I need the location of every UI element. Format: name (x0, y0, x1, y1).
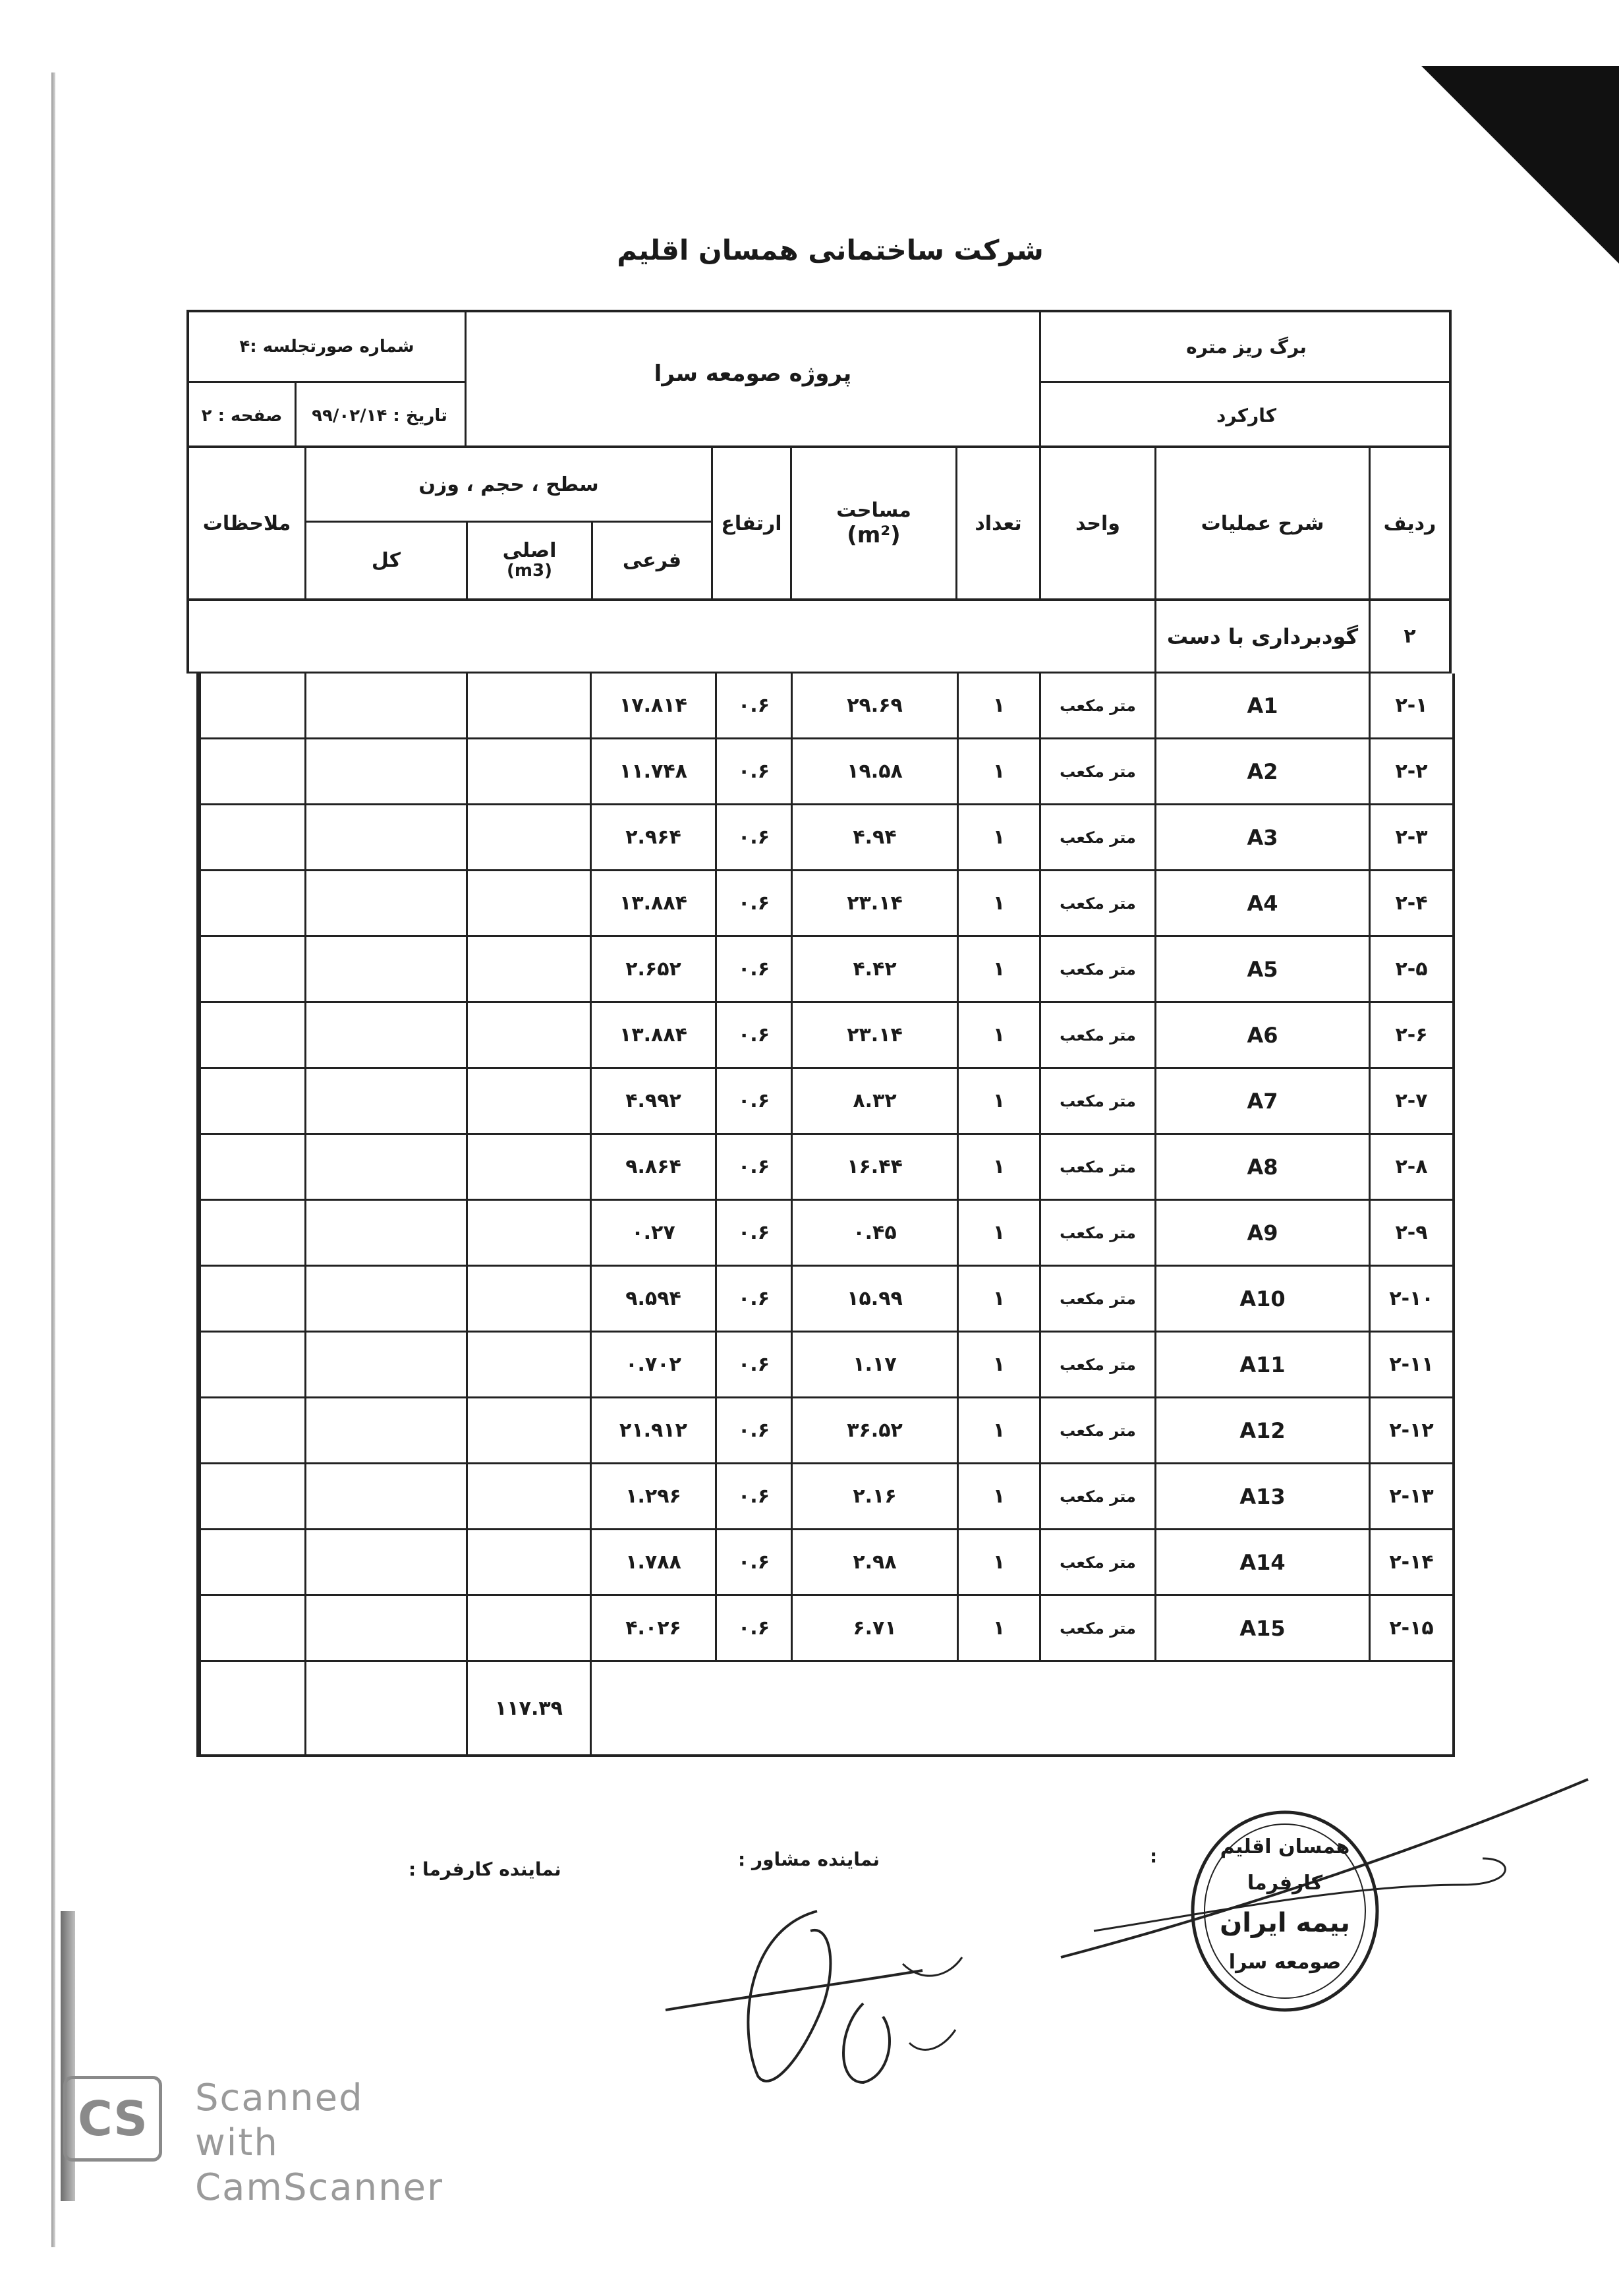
notes-cell (199, 1135, 304, 1199)
total-cell (304, 1135, 466, 1199)
main-cell (466, 1596, 590, 1660)
height-cell: ۰.۶ (715, 1464, 791, 1528)
stamp-line1: همسان اقلیم (1220, 1835, 1350, 1858)
page-number: صفحه : ۲ (201, 405, 283, 426)
table-row (199, 739, 1452, 805)
total-cell (304, 1530, 466, 1594)
header-row-number: ردیف (1383, 511, 1436, 535)
header-area-label: مساحت (836, 498, 911, 522)
total-total-cell (304, 1662, 466, 1754)
total-cell (304, 937, 466, 1001)
count-cell: ۱ (957, 871, 1039, 935)
company-title: شرکت ساختمانی همسان اقلیم (617, 234, 1044, 266)
unit-cell: متر مکعب (1039, 805, 1154, 869)
sub-cell: ۰.۷۰۲ (590, 1333, 715, 1396)
notes-cell (199, 871, 304, 935)
count-cell: ۱ (957, 1530, 1039, 1594)
table-row (199, 1135, 1452, 1201)
total-cell (304, 871, 466, 935)
area-cell: ۲.۱۶ (791, 1464, 957, 1528)
header-main (468, 523, 591, 598)
height-cell: ۰.۶ (715, 1267, 791, 1331)
notes-cell (199, 739, 304, 803)
count-cell: ۱ (957, 1398, 1039, 1462)
description-cell: A14 (1154, 1530, 1369, 1594)
area-cell: ۲۹.۶۹ (791, 674, 957, 737)
employer-rep-label: نماینده کارفرما : (409, 1858, 561, 1880)
camscanner-logo: CS (63, 2076, 162, 2162)
notes-cell (199, 1069, 304, 1133)
sub-cell: ۲.۹۶۴ (590, 805, 715, 869)
row-number-cell: ۲-۱۲ (1369, 1398, 1452, 1462)
table-row (199, 1398, 1452, 1464)
total-cell (304, 1464, 466, 1528)
table-row (199, 937, 1452, 1003)
sub-cell: ۹.۸۶۴ (590, 1135, 715, 1199)
header-main-label: اصلی (502, 538, 557, 562)
height-cell: ۰.۶ (715, 1003, 791, 1067)
height-cell: ۰.۶ (715, 1596, 791, 1660)
camscanner-watermark (63, 2076, 459, 2209)
main-cell (466, 674, 590, 737)
height-cell: ۰.۶ (715, 1135, 791, 1199)
table-row (199, 1201, 1452, 1267)
area-cell: ۴.۴۲ (791, 937, 957, 1001)
row-number-cell: ۲-۵ (1369, 937, 1452, 1001)
height-cell: ۰.۶ (715, 1398, 791, 1462)
count-cell: ۱ (957, 674, 1039, 737)
sub-cell: ۱.۲۹۶ (590, 1464, 715, 1528)
area-cell: ۱۹.۵۸ (791, 739, 957, 803)
description-cell: A6 (1154, 1003, 1369, 1067)
count-cell: ۱ (957, 1333, 1039, 1396)
notes-cell (199, 1596, 304, 1660)
project-name: پروژه صومعه سرا (654, 360, 852, 387)
camscanner-line2: CamScanner (195, 2166, 444, 2209)
height-cell: ۰.۶ (715, 805, 791, 869)
unit-cell: متر مکعب (1039, 1069, 1154, 1133)
total-notes-cell (199, 1662, 304, 1754)
description-cell: A11 (1154, 1333, 1369, 1396)
sheet-subtype: کارکرد (1216, 405, 1276, 426)
row-number-cell: ۲-۱۵ (1369, 1596, 1452, 1660)
unit-cell: متر مکعب (1039, 1267, 1154, 1331)
main-cell (466, 1333, 590, 1396)
section-number: ۲ (1404, 625, 1416, 648)
area-cell: ۰.۴۵ (791, 1201, 957, 1265)
table-row (199, 674, 1452, 739)
unit-cell: متر مکعب (1039, 1201, 1154, 1265)
area-cell: ۲۳.۱۴ (791, 871, 957, 935)
header-height: ارتفاع (721, 511, 782, 535)
description-cell: A13 (1154, 1464, 1369, 1528)
sub-cell: ۹.۵۹۴ (590, 1267, 715, 1331)
height-cell: ۰.۶ (715, 871, 791, 935)
description-cell: A7 (1154, 1069, 1369, 1133)
total-cell (304, 1069, 466, 1133)
header-unit: واحد (1075, 511, 1120, 535)
height-cell: ۰.۶ (715, 937, 791, 1001)
description-cell: A10 (1154, 1267, 1369, 1331)
row-number-cell: ۲-۴ (1369, 871, 1452, 935)
header-notes: ملاحظات (202, 511, 291, 535)
table-row (199, 1596, 1452, 1662)
total-row (199, 1662, 1452, 1754)
area-cell: ۳۶.۵۲ (791, 1398, 957, 1462)
quantity-table (196, 674, 1455, 1757)
main-cell (466, 1464, 590, 1528)
stamp-line3: بیمه ایران (1220, 1908, 1350, 1938)
height-cell: ۰.۶ (715, 1201, 791, 1265)
total-empty-cell (590, 1662, 1452, 1754)
main-cell (466, 1267, 590, 1331)
notes-cell (199, 674, 304, 737)
height-cell: ۰.۶ (715, 1069, 791, 1133)
main-cell (466, 1201, 590, 1265)
count-cell: ۱ (957, 1201, 1039, 1265)
camscanner-line1: Scanned with (195, 2077, 364, 2164)
sub-cell: ۲.۶۵۲ (590, 937, 715, 1001)
sub-cell: ۰.۲۷ (590, 1201, 715, 1265)
document-date: تاریخ : ۹۹/۰۲/۱۴ (312, 405, 447, 426)
stamp-line2: کارفرما (1247, 1872, 1323, 1895)
column-headers (186, 448, 1452, 601)
count-cell: ۱ (957, 739, 1039, 803)
scan-corner-shadow (1421, 66, 1619, 264)
notes-cell (199, 937, 304, 1001)
table-row (199, 1333, 1452, 1398)
sub-cell: ۱۷.۸۱۴ (590, 674, 715, 737)
count-cell: ۱ (957, 937, 1039, 1001)
row-number-cell: ۲-۸ (1369, 1135, 1452, 1199)
notes-cell (199, 1530, 304, 1594)
main-cell (466, 937, 590, 1001)
sub-cell: ۱۳.۸۸۴ (590, 1003, 715, 1067)
sheet-type: برگ ریز متره (1186, 335, 1307, 358)
description-cell: A8 (1154, 1135, 1369, 1199)
session-number: شماره صورتجلسه :۴ (239, 337, 414, 357)
count-cell: ۱ (957, 1464, 1039, 1528)
unit-cell: متر مکعب (1039, 1530, 1154, 1594)
row-number-cell: ۲-۶ (1369, 1003, 1452, 1067)
area-cell: ۲۳.۱۴ (791, 1003, 957, 1067)
consultant-signature (646, 1885, 1015, 2102)
header-sub: فرعی (622, 549, 682, 572)
unit-cell: متر مکعب (1039, 1596, 1154, 1660)
unit-cell: متر مکعب (1039, 1333, 1154, 1396)
area-cell: ۴.۹۴ (791, 805, 957, 869)
unit-cell: متر مکعب (1039, 871, 1154, 935)
row-number-cell: ۲-۱۱ (1369, 1333, 1452, 1396)
row-number-cell: ۲-۷ (1369, 1069, 1452, 1133)
notes-cell (199, 1003, 304, 1067)
sub-cell: ۱۱.۷۴۸ (590, 739, 715, 803)
notes-cell (199, 1267, 304, 1331)
camscanner-text (195, 2076, 459, 2210)
table-row (199, 1464, 1452, 1530)
header-main-unit: (m3) (507, 560, 552, 581)
area-cell: ۸.۳۲ (791, 1069, 957, 1133)
total-cell (304, 739, 466, 803)
main-cell (466, 739, 590, 803)
notes-cell (199, 1333, 304, 1396)
total-main-cell: ۱۱۷.۳۹ (466, 1662, 590, 1754)
total-cell (304, 805, 466, 869)
contractor-rep-label: : (1150, 1845, 1158, 1867)
row-number-cell: ۲-۳ (1369, 805, 1452, 869)
table-row (199, 1530, 1452, 1596)
area-cell: ۱.۱۷ (791, 1333, 957, 1396)
total-cell (304, 1333, 466, 1396)
header-count: تعداد (975, 511, 1022, 535)
description-cell: A12 (1154, 1398, 1369, 1462)
description-cell: A9 (1154, 1201, 1369, 1265)
row-number-cell: ۲-۲ (1369, 739, 1452, 803)
section-title: گودبرداری با دست (1166, 623, 1359, 649)
table-row (199, 1267, 1452, 1333)
consultant-rep-label: نماینده مشاور : (738, 1849, 880, 1870)
total-cell (304, 1596, 466, 1660)
count-cell: ۱ (957, 1267, 1039, 1331)
height-cell: ۰.۶ (715, 1333, 791, 1396)
total-cell (304, 674, 466, 737)
sub-cell: ۱۳.۸۸۴ (590, 871, 715, 935)
description-cell: A1 (1154, 674, 1369, 737)
row-number-cell: ۲-۱۰ (1369, 1267, 1452, 1331)
main-cell (466, 805, 590, 869)
unit-cell: متر مکعب (1039, 739, 1154, 803)
header-area (792, 448, 955, 598)
table-row (199, 1069, 1452, 1135)
sub-cell: ۱.۷۸۸ (590, 1530, 715, 1594)
count-cell: ۱ (957, 1135, 1039, 1199)
count-cell: ۱ (957, 1596, 1039, 1660)
area-cell: ۶.۷۱ (791, 1596, 957, 1660)
table-row (199, 1003, 1452, 1069)
sub-cell: ۲۱.۹۱۲ (590, 1398, 715, 1462)
sub-cell: ۴.۹۹۲ (590, 1069, 715, 1133)
unit-cell: متر مکعب (1039, 937, 1154, 1001)
count-cell: ۱ (957, 805, 1039, 869)
sub-cell: ۴.۰۲۶ (590, 1596, 715, 1660)
header-area-unit: (m²) (847, 521, 901, 548)
main-cell (466, 1003, 590, 1067)
area-cell: ۲.۹۸ (791, 1530, 957, 1594)
main-cell (466, 1530, 590, 1594)
table-row (199, 805, 1452, 871)
total-cell (304, 1201, 466, 1265)
section-row (186, 601, 1452, 674)
document-header (186, 310, 1452, 448)
row-number-cell: ۲-۱۳ (1369, 1464, 1452, 1528)
description-cell: A2 (1154, 739, 1369, 803)
unit-cell: متر مکعب (1039, 1464, 1154, 1528)
height-cell: ۰.۶ (715, 739, 791, 803)
total-cell (304, 1398, 466, 1462)
main-cell (466, 1398, 590, 1462)
count-cell: ۱ (957, 1069, 1039, 1133)
main-cell (466, 1135, 590, 1199)
description-cell: A15 (1154, 1596, 1369, 1660)
notes-cell (199, 1398, 304, 1462)
stamp-line4: صومعه سرا (1228, 1951, 1342, 1974)
description-cell: A5 (1154, 937, 1369, 1001)
height-cell: ۰.۶ (715, 674, 791, 737)
header-description: شرح عملیات (1201, 511, 1324, 535)
row-number-cell: ۲-۹ (1369, 1201, 1452, 1265)
scan-page-edge (51, 72, 55, 2247)
count-cell: ۱ (957, 1003, 1039, 1067)
notes-cell (199, 1201, 304, 1265)
total-cell (304, 1003, 466, 1067)
notes-cell (199, 805, 304, 869)
description-cell: A3 (1154, 805, 1369, 869)
unit-cell: متر مکعب (1039, 1398, 1154, 1462)
main-cell (466, 871, 590, 935)
row-number-cell: ۲-۱ (1369, 674, 1452, 737)
unit-cell: متر مکعب (1039, 674, 1154, 737)
notes-cell (199, 1464, 304, 1528)
company-stamp (1186, 1806, 1384, 2017)
row-number-cell: ۲-۱۴ (1369, 1530, 1452, 1594)
area-cell: ۱۵.۹۹ (791, 1267, 957, 1331)
header-total: کل (371, 549, 401, 572)
unit-cell: متر مکعب (1039, 1135, 1154, 1199)
height-cell: ۰.۶ (715, 1530, 791, 1594)
total-cell (304, 1267, 466, 1331)
area-cell: ۱۶.۴۴ (791, 1135, 957, 1199)
header-group: سطح ، حجم ، وزن (418, 473, 599, 496)
main-cell (466, 1069, 590, 1133)
description-cell: A4 (1154, 871, 1369, 935)
table-row (199, 871, 1452, 937)
unit-cell: متر مکعب (1039, 1003, 1154, 1067)
